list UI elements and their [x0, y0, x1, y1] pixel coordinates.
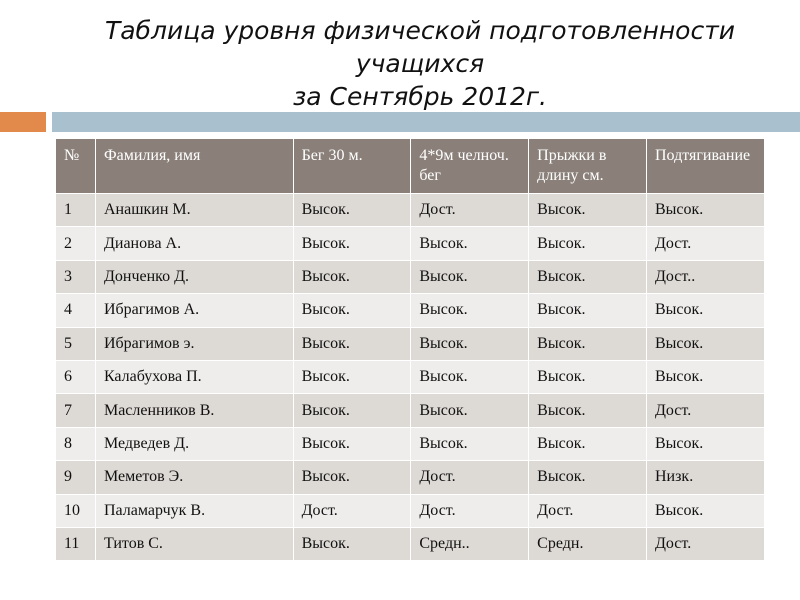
- cell-run-30m: Высок.: [293, 461, 411, 494]
- cell-run-30m: Высок.: [293, 427, 411, 460]
- cell-number: 10: [56, 494, 96, 527]
- cell-shuttle-run: Дост.: [411, 494, 529, 527]
- cell-number: 9: [56, 461, 96, 494]
- cell-shuttle-run: Высок.: [411, 227, 529, 260]
- header-shuttle-run: 4*9м челноч. бег: [411, 139, 529, 194]
- cell-number: 6: [56, 360, 96, 393]
- cell-shuttle-run: Высок.: [411, 427, 529, 460]
- cell-number: 5: [56, 327, 96, 360]
- cell-long-jump: Высок.: [529, 360, 647, 393]
- cell-long-jump: Высок.: [529, 461, 647, 494]
- cell-pull-ups: Дост..: [646, 260, 764, 293]
- header-run-30m: Бег 30 м.: [293, 139, 411, 194]
- header-number: №: [56, 139, 96, 194]
- cell-number: 4: [56, 294, 96, 327]
- table-row: [56, 527, 765, 560]
- cell-name: Титов С.: [95, 527, 293, 560]
- cell-long-jump: Средн.: [529, 527, 647, 560]
- cell-shuttle-run: Высок.: [411, 327, 529, 360]
- header-name: Фамилия, имя: [95, 139, 293, 194]
- table-row: [56, 360, 765, 393]
- table-row: [56, 394, 765, 427]
- cell-number: 8: [56, 427, 96, 460]
- title-line-2: учащихся: [355, 49, 485, 78]
- cell-long-jump: Высок.: [529, 294, 647, 327]
- cell-name: Ибрагимов э.: [95, 327, 293, 360]
- table-body: [56, 194, 765, 561]
- cell-number: 3: [56, 260, 96, 293]
- accent-block-orange: [0, 112, 46, 132]
- cell-number: 2: [56, 227, 96, 260]
- cell-run-30m: Высок.: [293, 394, 411, 427]
- cell-run-30m: Высок.: [293, 260, 411, 293]
- cell-name: Меметов Э.: [95, 461, 293, 494]
- cell-run-30m: Дост.: [293, 494, 411, 527]
- cell-number: 1: [56, 194, 96, 227]
- cell-pull-ups: Высок.: [646, 327, 764, 360]
- cell-number: 7: [56, 394, 96, 427]
- table-row: [56, 461, 765, 494]
- cell-long-jump: Высок.: [529, 227, 647, 260]
- cell-shuttle-run: Высок.: [411, 294, 529, 327]
- cell-name: Калабухова П.: [95, 360, 293, 393]
- cell-pull-ups: Высок.: [646, 494, 764, 527]
- cell-long-jump: Высок.: [529, 327, 647, 360]
- cell-pull-ups: Низк.: [646, 461, 764, 494]
- cell-name: Ибрагимов А.: [95, 294, 293, 327]
- cell-number: 11: [56, 527, 96, 560]
- cell-shuttle-run: Дост.: [411, 461, 529, 494]
- cell-run-30m: Высок.: [293, 227, 411, 260]
- cell-shuttle-run: Высок.: [411, 394, 529, 427]
- cell-name: Дианова А.: [95, 227, 293, 260]
- cell-pull-ups: Высок.: [646, 360, 764, 393]
- accent-bar-blue: [52, 112, 800, 132]
- fitness-table: [55, 138, 765, 561]
- table-row: [56, 227, 765, 260]
- cell-run-30m: Высок.: [293, 327, 411, 360]
- cell-pull-ups: Высок.: [646, 194, 764, 227]
- cell-long-jump: Высок.: [529, 194, 647, 227]
- cell-run-30m: Высок.: [293, 294, 411, 327]
- table-row: [56, 194, 765, 227]
- cell-name: Донченко Д.: [95, 260, 293, 293]
- cell-pull-ups: Дост.: [646, 394, 764, 427]
- cell-long-jump: Высок.: [529, 427, 647, 460]
- title-line-3: за Сентябрь 2012г.: [292, 82, 548, 111]
- cell-pull-ups: Высок.: [646, 427, 764, 460]
- cell-pull-ups: Высок.: [646, 294, 764, 327]
- table-row: [56, 260, 765, 293]
- cell-long-jump: Дост.: [529, 494, 647, 527]
- header-pull-ups: Подтягивание: [646, 139, 764, 194]
- cell-shuttle-run: Высок.: [411, 360, 529, 393]
- title-line-1: Таблица уровня физической подготовленности: [104, 16, 736, 45]
- cell-name: Паламарчук В.: [95, 494, 293, 527]
- table-header-row: [56, 139, 765, 194]
- cell-long-jump: Высок.: [529, 394, 647, 427]
- cell-run-30m: Высок.: [293, 527, 411, 560]
- cell-pull-ups: Дост.: [646, 227, 764, 260]
- cell-run-30m: Высок.: [293, 194, 411, 227]
- cell-long-jump: Высок.: [529, 260, 647, 293]
- cell-pull-ups: Дост.: [646, 527, 764, 560]
- cell-shuttle-run: Средн..: [411, 527, 529, 560]
- cell-name: Масленников В.: [95, 394, 293, 427]
- cell-name: Анашкин М.: [95, 194, 293, 227]
- header-long-jump: Прыжки в длину см.: [529, 139, 647, 194]
- cell-shuttle-run: Дост.: [411, 194, 529, 227]
- table-row: [56, 427, 765, 460]
- cell-name: Медведев Д.: [95, 427, 293, 460]
- page-title: [60, 14, 780, 113]
- table-row: [56, 494, 765, 527]
- cell-run-30m: Высок.: [293, 360, 411, 393]
- table-row: [56, 294, 765, 327]
- cell-shuttle-run: Высок.: [411, 260, 529, 293]
- table-row: [56, 327, 765, 360]
